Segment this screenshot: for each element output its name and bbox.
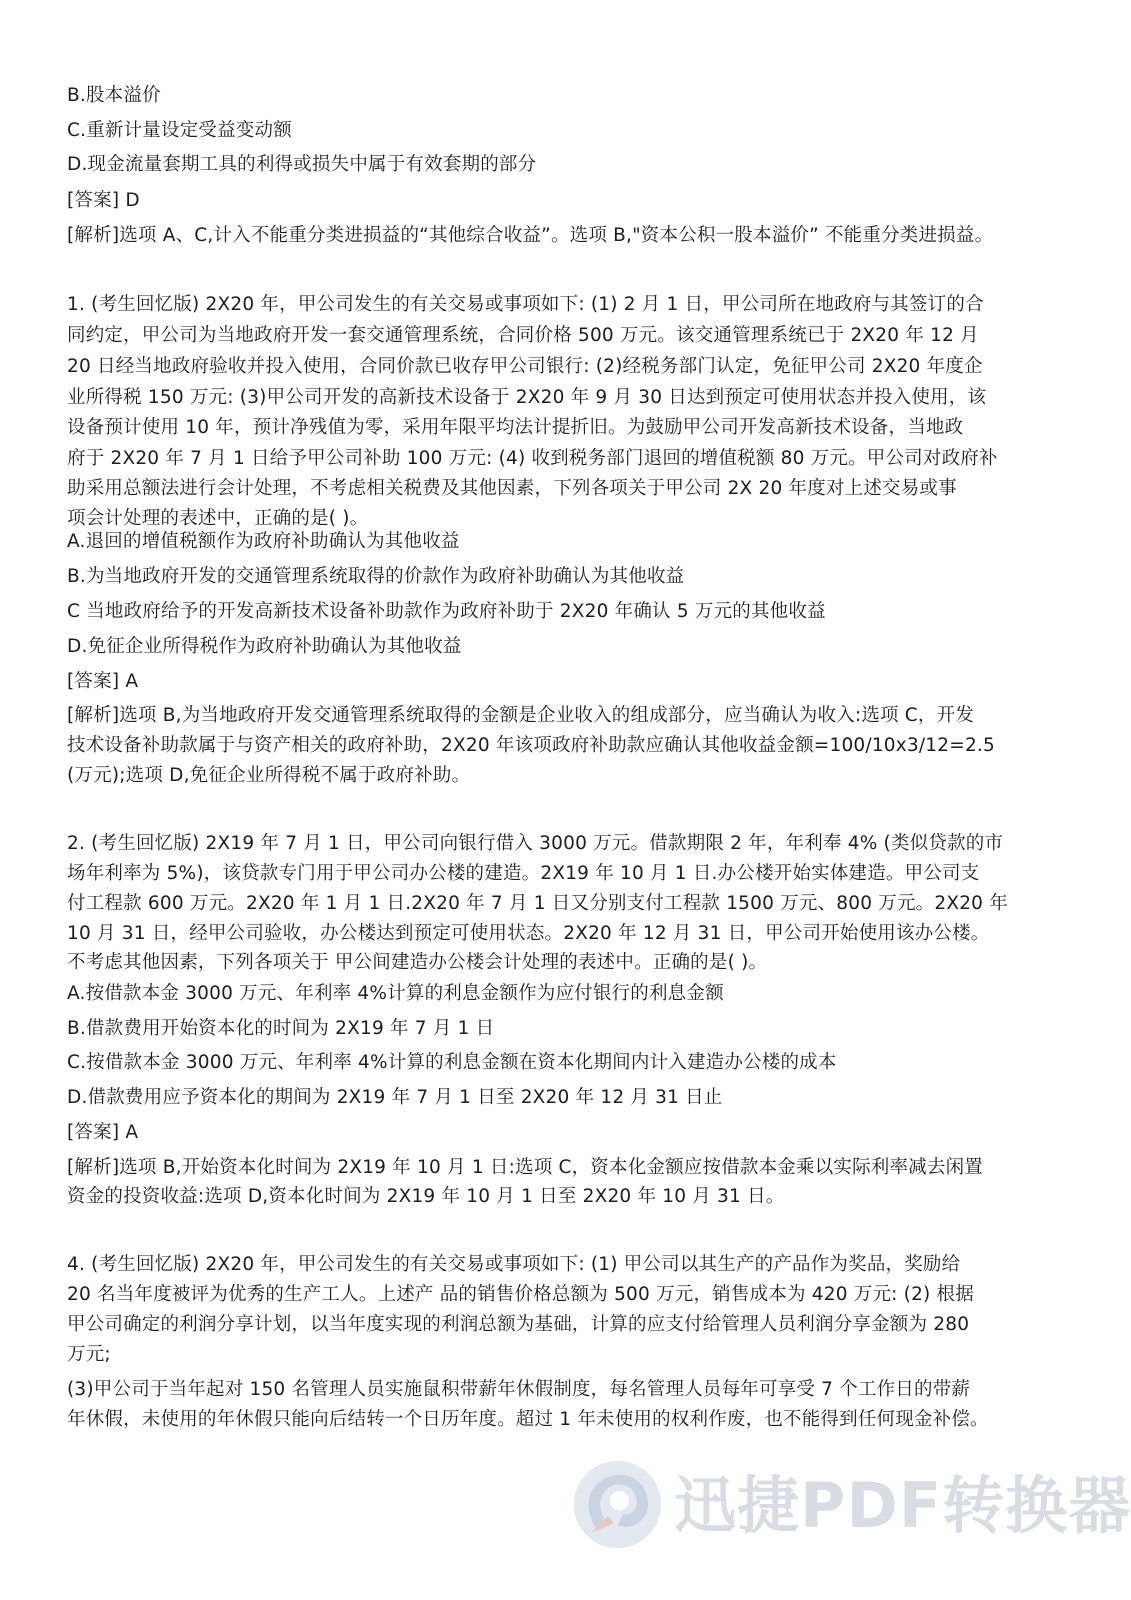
top-option-b: B.股本溢价 xyxy=(67,85,161,106)
q1-stem-line: 设备预计使用 10 年，预计净残值为零，采用年限平均法计提折旧。为鼓励甲公司开发高新技术设备，当地政 xyxy=(67,417,964,438)
q2-stem-line: 10 月 31 日，经甲公司验收，办公楼达到预定可使用状态。2X20 年 12 月 31 日，甲公司开始使用该办公楼。 xyxy=(67,923,990,944)
top-answer: [答案] D xyxy=(67,190,140,211)
q1-stem-line: 项会计处理的表述中，正确的是( )。 xyxy=(67,508,369,529)
q1-option-d: D.免征企业所得税作为政府补助确认为其他收益 xyxy=(67,636,462,657)
top-analysis: [解析]选项 A、C,计入不能重分类进损益的“其他综合收益”。选项 B,"资本公积一股本溢价” 不能重分类进损益。 xyxy=(67,225,994,246)
q4-stem-line: 甲公司确定的利润分享计划，以当年度实现的利润总额为基础，计算的应支付给管理人员利润分享金额为 280 xyxy=(67,1314,970,1335)
q2-stem-line: 2. (考生回忆版) 2X19 年 7 月 1 日，甲公司向银行借入 3000 万元。借款期限 2 年，年利奉 4% (类似贷款的市 xyxy=(67,833,1004,854)
q2-stem-line: 付工程款 600 万元。2X20 年 1 月 1 日.2X20 年 7 月 1 日又分别支付工程款 1500 万元、800 万元。2X20 年 xyxy=(67,893,1008,914)
q2-option-d: D.借款费用应予资本化的期间为 2X19 年 7 月 1 日至 2X20 年 12 月 31 日止 xyxy=(67,1087,723,1108)
q2-stem-line: 不考虑其他因素，下列各项关于 甲公间建造办公楼会计处理的表述中。正确的是( )。 xyxy=(67,952,768,973)
watermark xyxy=(570,1455,1131,1565)
q1-stem-line: 20 日经当地政府验收并投入使用，合同价款已收存甲公司银行: (2)经税务部门认定，免征甲公司 2X20 年度企 xyxy=(67,356,983,377)
q2-analysis-line: 资金的投资收益:选项 D,资本化时间为 2X19 年 10 月 1 日至 2X20 年 10 月 31 日。 xyxy=(67,1186,785,1207)
q1-stem-line: 同约定，甲公司为当地政府开发一套交通管理系统，合同价格 500 万元。该交通管理系统已于 2X20 年 12 月 xyxy=(67,325,979,346)
q2-analysis-line: [解析]选项 B,开始资本化时间为 2X19 年 10 月 1 日:选项 C，资本化金额应按借款本金乘以实际利率减去闲置 xyxy=(67,1157,984,1178)
q1-analysis-line: (万元);选项 D,免征企业所得税不属于政府补助。 xyxy=(67,765,471,786)
q2-answer: [答案] A xyxy=(67,1122,139,1143)
q1-stem-line: 府于 2X20 年 7 月 1 日给予甲公司补助 100 万元: (4) 收到税务部门退回的增值税额 80 万元。甲公司对政府补 xyxy=(67,448,998,469)
q1-stem-line: 助采用总额法进行会计处理，不考虑相关税费及其他因素，下列各项关于甲公司 2X 20 年度对上述交易或事 xyxy=(67,478,957,499)
q2-option-b: B.借款费用开始资本化的时间为 2X19 年 7 月 1 日 xyxy=(67,1018,495,1039)
top-option-d: D.现金流量套期工具的利得或损失中属于有效套期的部分 xyxy=(67,154,537,175)
xunjie-logo-icon xyxy=(570,1457,665,1552)
q1-analysis-line: [解析]选项 B,为当地政府开发交通管理系统取得的金额是企业收入的组成部分，应当确认为收入:选项 C，开发 xyxy=(67,705,975,726)
q1-answer: [答案] A xyxy=(67,671,139,692)
q1-option-c: C 当地政府给予的开发高新技术设备补助款作为政府补助于 2X20 年确认 5 万元的其他收益 xyxy=(67,601,826,622)
watermark-text: 迅捷PDF转换器 xyxy=(674,1469,1131,1542)
q4-stem-line: 万元; xyxy=(67,1344,111,1365)
top-option-c: C.重新计量设定受益变动额 xyxy=(67,120,292,141)
q2-option-a: A.按借款本金 3000 万元、年利率 4%计算的利息金额作为应付银行的利息金额 xyxy=(67,983,724,1004)
q1-stem-line: 业所得税 150 万元: (3)甲公司开发的高新技术设备于 2X20 年 9 月 30 日达到预定可使用状态并投入使用，该 xyxy=(67,387,987,408)
q2-stem-line: 场年利率为 5%)，该贷款专门用于甲公司办公楼的建造。2X19 年 10 月 1 日.办公楼开始实体建造。甲公司支 xyxy=(67,863,980,884)
q1-option-a: A.退回的增值税额作为政府补助确认为其他收益 xyxy=(67,531,460,552)
q4-stem-line: 20 名当年度被评为优秀的生产工人。上述产 品的销售价格总额为 500 万元，销售成本为 420 万元: (2) 根据 xyxy=(67,1284,974,1305)
q1-option-b: B.为当地政府开发的交通管理系统取得的价款作为政府补助确认为其他收益 xyxy=(67,566,685,587)
q4-stem-line: 4. (考生回忆版) 2X20 年，甲公司发生的有关交易或事项如下: (1) 甲公司以其生产的产品作为奖品，奖励给 xyxy=(67,1254,961,1275)
q4-para3-line: (3)甲公司于当年起对 150 名管理人员实施鼠积带薪年休假制度，每名管理人员每年可享受 7 个工作日的带薪 xyxy=(67,1379,971,1400)
q1-analysis-line: 技术设备补助款属于与资产相关的政府补助，2X20 年该项政府补助款应确认其他收益金额=100/10x3/12=2.5 xyxy=(67,735,995,756)
q4-para3-line: 年休假，未使用的年休假只能向后结转一个日历年度。超过 1 年未使用的权利作废，也不能得到任何现金补偿。 xyxy=(67,1409,989,1430)
q2-option-c: C.按借款本金 3000 万元、年利率 4%计算的利息金额在资本化期间内计入建造办公楼的成本 xyxy=(67,1052,837,1073)
q1-stem-line: 1. (考生回忆版) 2X20 年，甲公司发生的有关交易或事项如下: (1) 2 月 1 日，甲公司所在地政府与其签订的合 xyxy=(67,294,984,315)
